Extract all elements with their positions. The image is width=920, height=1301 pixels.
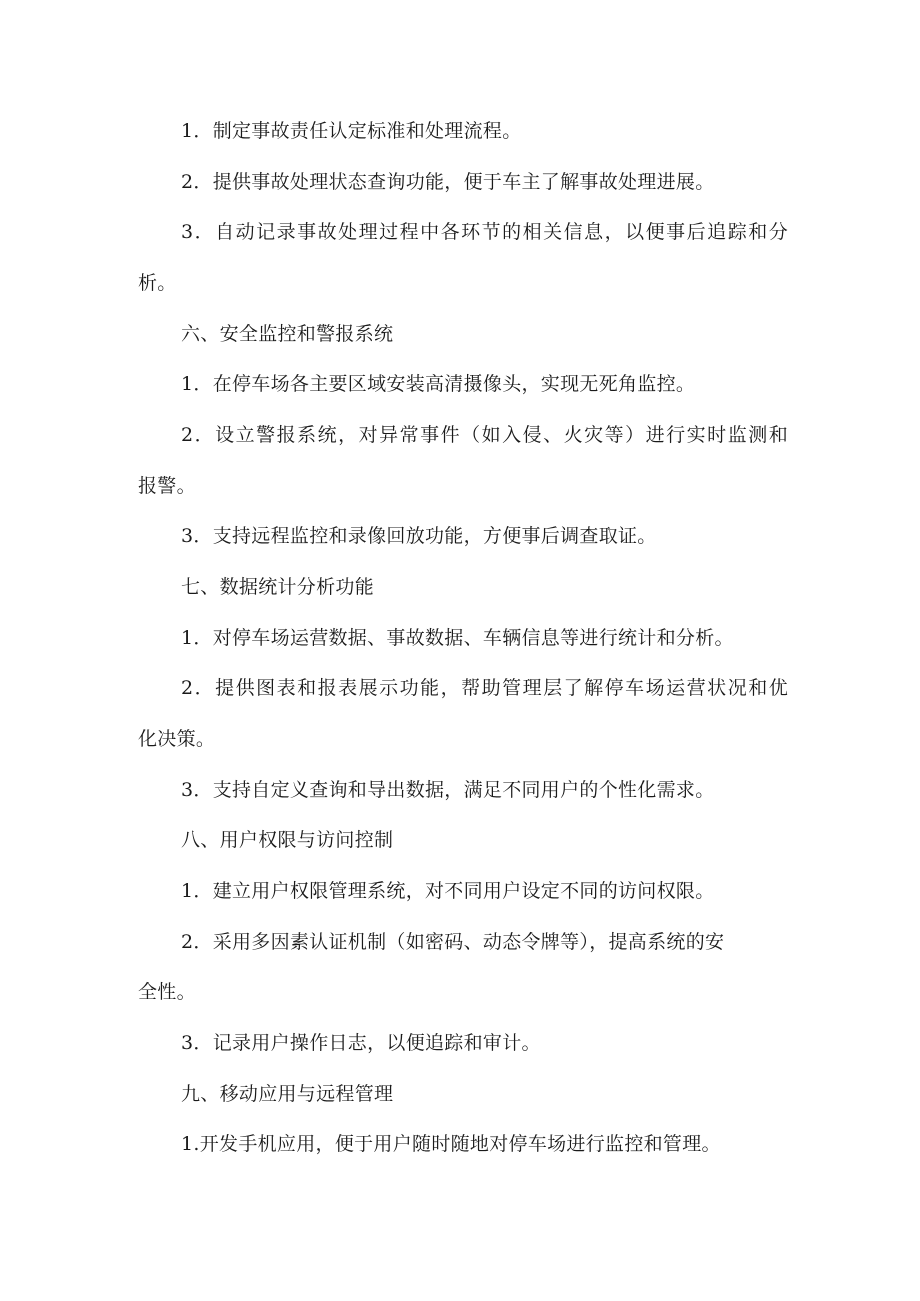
list-item: 1.开发手机应用，便于用户随时随地对停车场进行监控和管理。: [181, 1133, 721, 1155]
list-item: 3．支持自定义查询和导出数据，满足不同用户的个性化需求。: [181, 779, 715, 801]
section-heading: 六、安全监控和警报系统: [181, 323, 394, 345]
list-item: 3．支持远程监控和录像回放功能，方便事后调查取证。: [181, 525, 657, 547]
list-item-continuation: 析。: [138, 272, 177, 294]
list-item: 2．采用多因素认证机制（如密码、动态令牌等），提高系统的安: [181, 931, 725, 953]
list-item-continuation: 报警。: [138, 475, 196, 497]
list-item: 2．设立警报系统，对异常事件（如入侵、火灾等）进行实时监测和: [181, 424, 788, 446]
list-item: 1．在停车场各主要区域安装高清摄像头，实现无死角监控。: [181, 373, 696, 395]
list-item: 2．提供事故处理状态查询功能，便于车主了解事故处理进展。: [181, 171, 715, 193]
section-heading: 八、用户权限与访问控制: [181, 829, 394, 851]
list-item: 2．提供图表和报表展示功能，帮助管理层了解停车场运营状况和优: [181, 677, 788, 699]
list-item: 3．自动记录事故处理过程中各环节的相关信息，以便事后追踪和分: [181, 221, 788, 243]
section-heading: 七、数据统计分析功能: [181, 576, 375, 598]
list-item-continuation: 全性。: [138, 981, 196, 1003]
list-item: 1．对停车场运营数据、事故数据、车辆信息等进行统计和分析。: [181, 627, 734, 649]
list-item: 1．建立用户权限管理系统，对不同用户设定不同的访问权限。: [181, 880, 715, 902]
list-item: 3．记录用户操作日志，以便追踪和审计。: [181, 1032, 541, 1054]
section-heading: 九、移动应用与远程管理: [181, 1083, 394, 1105]
list-item-continuation: 化决策。: [138, 728, 216, 750]
list-item: 1．制定事故责任认定标准和处理流程。: [181, 120, 522, 142]
